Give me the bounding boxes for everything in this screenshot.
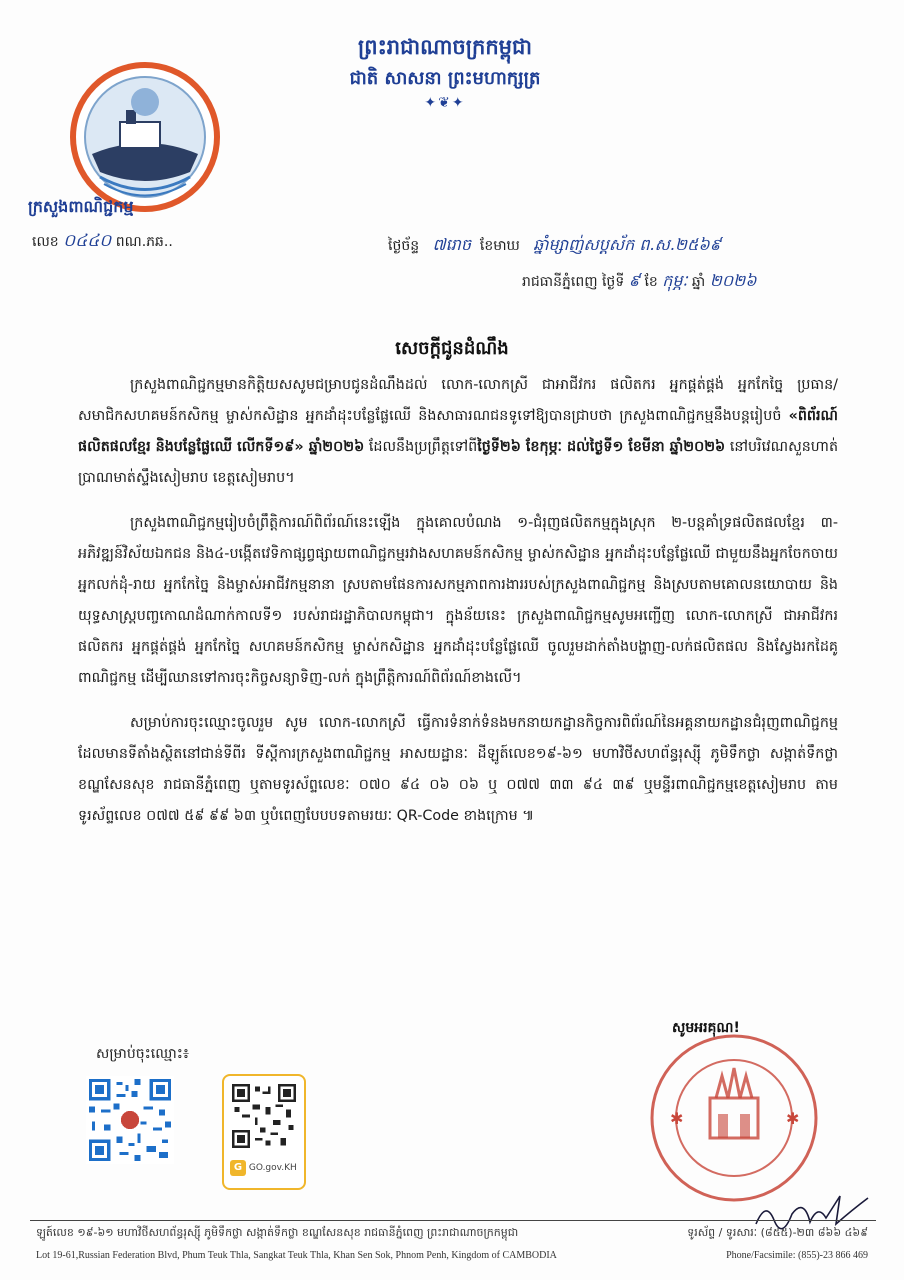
footer-divider <box>30 1220 876 1221</box>
footer-english <box>36 1250 876 1261</box>
paragraph-1-text-c: នៅបរិវេណសួនហាត់ប្រាណមាត់ស្ទឹងសៀមរាប ខេត្តសៀមរាប។ <box>78 439 839 486</box>
footer-english-address: Lot 19-61,Russian Federation Blvd, Phum Teuk Thla, Sangkat Teuk Thla, Khan Sen Sok, Phnom Penh, Kingdom of CAMBODIA <box>36 1250 557 1261</box>
reference-suffix: ពណ.ភឆ.. <box>115 234 173 250</box>
paragraph-2: ក្រសួងពាណិជ្ជកម្មរៀបចំព្រឹត្តិការណ៍ពិព័រណ៍នេះឡើង ក្នុងគោលបំណង ១-ជំរុញផលិតកម្មក្នុងស្រុក ២-បន្តគាំទ្រផលិតផលខ្មែរ ៣-អភិវឌ្ឍន៍វិស័យឯកជន និង៤-បង្កើតវេទិកាផ្សព្វផ្សាយពាណិជ្ជកម្មរវាងសហគមន៍កសិកម្ម ម្ចាស់កសិដ្ឋាន អ្នកដាំដុះបន្លែផ្លែឈើ ជាមួយនឹងអ្នកចែកចាយ អ្នកលក់ដុំ-រាយ អ្នកកែច្នៃ និងម្ចាស់អាជីវកម្មនានា ស្របតាមផែនការសកម្មភាពការងាររបស់ក្រសួងពាណិជ្ជកម្ម និងស្របតាមគោលនយោបាយ និងយុទ្ធសាស្ត្របញ្ចកោណដំណាក់កាលទី១ របស់រាជរដ្ឋាភិបាលកម្ពុជា។ ក្នុងន័យនេះ ក្រសួងពាណិជ្ជកម្មសូមអញ្ជើញ លោក-លោកស្រី ជាអាជីវករ ផលិតករ អ្នកផ្គត់ផ្គង់ អ្នកកែច្នៃ សហគមន៍កសិកម្ម ម្ចាស់កសិដ្ឋាន អ្នកដាំដុះបន្លែផ្លែឈើ ចូលរួមដាក់តាំងបង្ហាញ-លក់ផលិតផល និងស្វែងរកដៃគូពាណិជ្ជកម្ម ដើម្បីឈានទៅការចុះកិច្ចសន្យាទិញ-លក់ ក្នុងព្រឹត្តិការណ៍ពិព័រណ៍ខាងលើ។ <box>78 515 838 686</box>
ministry-name: ក្រសួងពាណិជ្ជកម្ម <box>28 197 134 216</box>
paragraph-1-event-dates: ថ្ងៃទី២៦ ខែកុម្ភៈ ដល់ថ្ងៃទី១ ខែមីនា ឆ្នាំ២០២៦ <box>477 439 726 455</box>
lunar-month: ខែមាឃ <box>479 238 520 254</box>
city-date-month-label: ខែ <box>644 274 658 290</box>
registration-label: សម្រាប់ចុះឈ្មោះ៖ <box>96 1046 190 1062</box>
paragraph-1-text-b: ដែលនឹងប្រព្រឹត្តទៅពី <box>364 439 478 455</box>
paragraph-1-event-name: «ពិព័រណ៍ផលិតផលខ្មែរ និងបន្លែផ្លែឈើ លើកទី១៩» ឆ្នាំ២០២៦ <box>78 408 838 455</box>
kingdom-title: ព្រះរាជាណាចក្រកម្ពុជា <box>357 35 532 59</box>
city-date-prefix: រាជធានីភ្នំពេញ ថ្ងៃទី <box>522 274 625 290</box>
go-gov-logo <box>230 1160 298 1180</box>
footer-english-phone: Phone/Facsimile: (855)-23 866 469 <box>726 1250 868 1261</box>
kingdom-header <box>300 30 590 112</box>
reference-value: ០៤៤០ <box>63 231 112 251</box>
reference-label: លេខ <box>32 234 59 250</box>
lunar-year: ឆ្នាំម្សាញ់សប្តស័ក ព.ស.២៥៦៩ <box>533 235 722 254</box>
footer-khmer-phone: ទូរស័ព្ទ / ទូរសារៈ (៨៥៥)-២៣ ៨៦៦ ៤៦៩ <box>687 1226 868 1239</box>
paragraph-3: សម្រាប់ការចុះឈ្មោះចូលរួម សូម លោក-លោកស្រី ធ្វើការទំនាក់ទំនងមកនាយកដ្ឋានកិច្ចការពិព័រណ៍នៃអគ្គនាយកដ្ឋានជំរុញពាណិជ្ជកម្ម ដែលមានទីតាំងស្ថិតនៅជាន់ទីពីរ ទីស្តីការក្រសួងពាណិជ្ជកម្ម អាសយដ្ឋានៈ ដីឡូត៍លេខ១៩-៦១ មហាវិថីសហព័ន្ធរុស្ស៊ី ភូមិទឹកថ្លា សង្កាត់ទឹកថ្លា ខណ្ឌសែនសុខ រាជធានីភ្នំពេញ ឬតាមទូរស័ព្ទលេខៈ ០៧០ ៩៤ ០៦ ០៦ ឬ ០៧៧ ៣៣ ៩៤ ៣៩ ឬមន្ទីរពាណិជ្ជកម្មខេត្តសៀមរាប តាមទូរស័ព្ទលេខ ០៧៧ ៥៩ ៩៩ ៦៣ ឬបំពេញបែបបទតាមរយៈ QR-Code ខាងក្រោម ៕ <box>78 715 838 824</box>
handwritten-signature <box>752 1190 872 1230</box>
lunar-day-prefix: ថ្ងៃច័ន្ទ <box>388 238 420 254</box>
svg-text:✱: ✱ <box>670 1109 684 1128</box>
lunar-day: ៧រោច <box>432 235 471 254</box>
footer-khmer-address: ឡូត៍លេខ ១៩-៦១ មហាវិថីសហព័ន្ធរុស្ស៊ី ភូមិទឹកថ្លា សង្កាត់ទឹកថ្លា ខណ្ឌសែនសុខ រាជធានីភ្នំពេញ ព្រះរាជាណាចក្រកម្ពុជា <box>36 1226 519 1239</box>
city-date-month: កុម្ភៈ <box>662 271 688 290</box>
closing-thanks: សូមអរគុណ! <box>672 1020 740 1036</box>
svg-text:✱: ✱ <box>786 1109 800 1128</box>
go-gov-label: GO.gov.KH <box>248 1163 297 1173</box>
ministry-logo <box>70 62 220 212</box>
official-seal-stamp <box>648 1032 820 1204</box>
document-body <box>78 370 838 846</box>
go-gov-qr-code[interactable] <box>232 1084 296 1148</box>
city-date-year-label: ឆ្នាំ <box>691 274 706 290</box>
go-gov-qr-card[interactable] <box>222 1074 306 1190</box>
header-ornament: ✦❦✦ <box>424 95 466 111</box>
go-gov-icon: G <box>230 1160 246 1176</box>
lunar-date <box>388 234 878 258</box>
footer-khmer <box>36 1226 876 1242</box>
document-title: សេចក្តីជូនដំណឹង <box>395 338 509 359</box>
city-date <box>522 270 882 294</box>
city-date-year: ២០២៦ <box>709 271 757 290</box>
registration-qr-code[interactable] <box>86 1076 174 1164</box>
reference-number <box>32 230 173 255</box>
paragraph-1 <box>78 370 838 494</box>
kingdom-motto: ជាតិ សាសនា ព្រះមហាក្សត្រ <box>349 68 541 89</box>
city-date-day: ៩ <box>628 271 640 290</box>
paragraph-1-text-a: ក្រសួងពាណិជ្ជកម្មមានកិត្តិយសសូមជម្រាបជូនដំណឹងដល់ លោក-លោកស្រី ជាអាជីវករ ផលិតករ អ្នកផ្គត់ផ្គង់ អ្នកកែច្នៃ ប្រធាន/សមាជិកសហគមន៍កសិកម្ម ម្ចាស់កសិដ្ឋាន អ្នកដាំដុះបន្លែផ្លែឈើ និងសាធារណជនទូទៅឱ្យបានជ្រាបថា ក្រសួងពាណិជ្ជកម្មនឹងបន្តរៀបចំ <box>78 377 838 424</box>
